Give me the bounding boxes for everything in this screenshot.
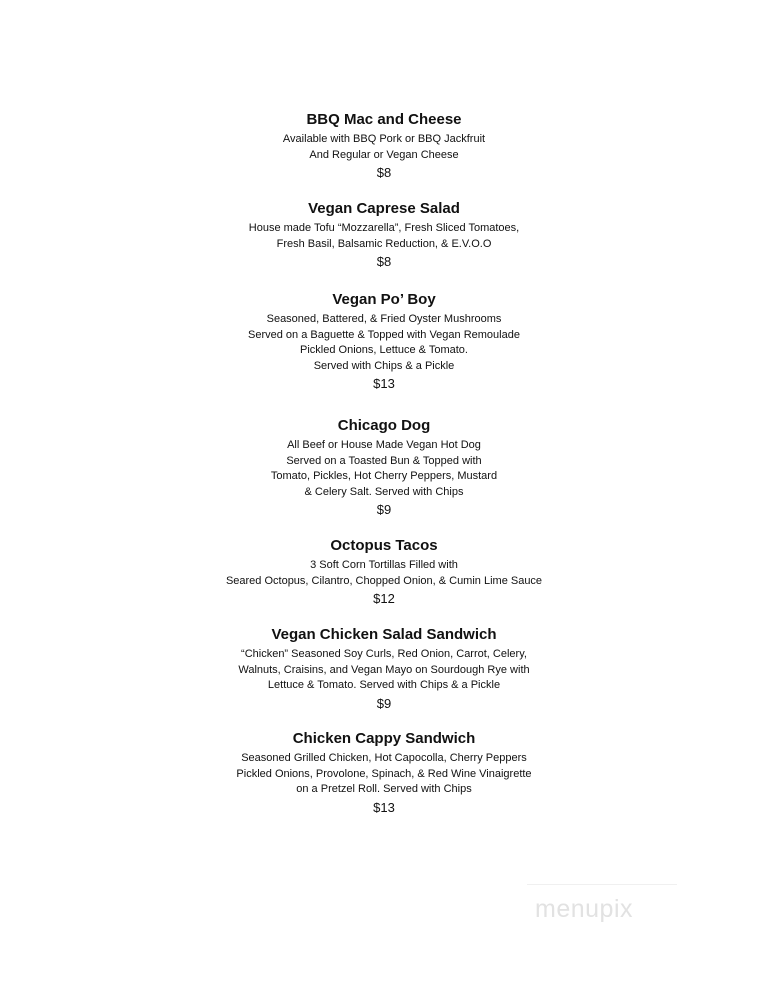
item-title: Chicago Dog — [337, 417, 431, 434]
menupix-watermark: menupix — [535, 895, 633, 923]
menu-item-vegan-chicken-salad-sandwich — [0, 625, 768, 713]
item-price: $13 — [373, 799, 395, 815]
watermark-divider — [527, 884, 677, 885]
item-description-line: Walnuts, Craisins, and Vegan Mayo on Sourdough Rye with — [238, 663, 530, 676]
item-title: Octopus Tacos — [330, 537, 438, 554]
item-title: BBQ Mac and Cheese — [306, 111, 462, 128]
menu-item-bbq-mac-and-cheese — [0, 110, 768, 182]
item-price: $12 — [373, 591, 395, 606]
menu-item-chicago-dog — [0, 416, 768, 519]
item-description-line: House made Tofu “Mozzarella”, Fresh Sliced Tomatoes, — [248, 222, 520, 234]
item-description-line: on a Pretzel Roll. Served with Chips — [296, 783, 472, 795]
item-description-line: All Beef or House Made Vegan Hot Dog — [287, 439, 481, 451]
item-price: $8 — [376, 254, 392, 269]
item-description-line: Seasoned Grilled Chicken, Hot Capocolla, Cherry Peppers — [241, 752, 527, 764]
item-title: Vegan Chicken Salad Sandwich — [271, 626, 497, 643]
item-price: $13 — [373, 376, 395, 391]
item-description-line: & Celery Salt. Served with Chips — [304, 485, 464, 498]
item-title: Vegan Po’ Boy — [332, 291, 436, 308]
item-title: Vegan Caprese Salad — [308, 200, 460, 217]
item-description-line: And Regular or Vegan Cheese — [309, 148, 459, 161]
menu-item-vegan-po-boy — [0, 290, 768, 393]
item-description-line: Pickled Onions, Provolone, Spinach, & Red Wine Vinaigrette — [236, 767, 532, 780]
item-description-line: Lettuce & Tomato. Served with Chips & a Pickle — [267, 679, 501, 691]
menu-item-octopus-tacos — [0, 536, 768, 608]
item-description-line: Seared Octopus, Cilantro, Chopped Onion, & Cumin Lime Sauce — [225, 574, 543, 587]
item-description-line: Seasoned, Battered, & Fried Oyster Mushrooms — [266, 313, 502, 325]
item-description-line: Served on a Baguette & Topped with Vegan Remoulade — [248, 328, 520, 341]
item-description-line: Fresh Basil, Balsamic Reduction, & E.V.O.O — [276, 237, 492, 250]
item-description-line: Tomato, Pickles, Hot Cherry Peppers, Mustard — [270, 470, 498, 482]
item-title: Chicken Cappy Sandwich — [292, 730, 476, 747]
item-description-line: “Chicken” Seasoned Soy Curls, Red Onion, Carrot, Celery, — [241, 648, 527, 660]
item-price: $9 — [376, 502, 392, 517]
item-price: $9 — [376, 695, 392, 711]
item-description-line: Available with BBQ Pork or BBQ Jackfruit — [282, 133, 486, 145]
menu-item-chicken-cappy-sandwich — [0, 729, 768, 817]
item-description-line: Pickled Onions, Lettuce & Tomato. — [300, 344, 468, 356]
item-description-line: Served with Chips & a Pickle — [313, 359, 455, 372]
item-price: $8 — [376, 165, 392, 180]
item-description-line: Served on a Toasted Bun & Topped with — [286, 454, 482, 467]
item-description-line: 3 Soft Corn Tortillas Filled with — [310, 559, 458, 571]
menu-item-vegan-caprese-salad — [0, 199, 768, 271]
